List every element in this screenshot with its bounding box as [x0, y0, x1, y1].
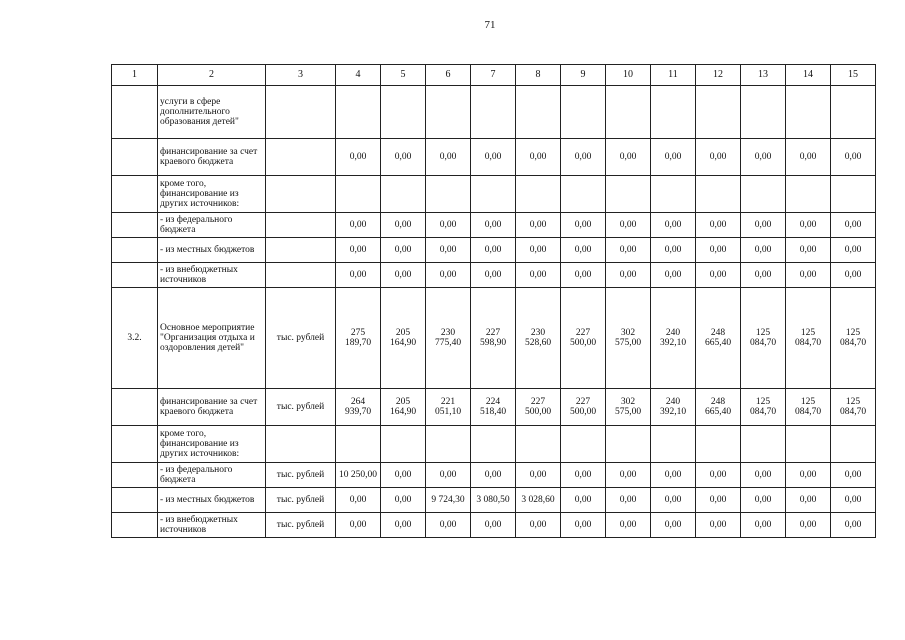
value-cell: 0,00 [696, 463, 741, 488]
value-cell: 205 164,90 [381, 389, 426, 426]
value-cell [741, 176, 786, 213]
value-cell: 0,00 [561, 463, 606, 488]
value-cell [471, 176, 516, 213]
value-cell: 0,00 [606, 139, 651, 176]
value-cell [831, 176, 876, 213]
row-code: 3.2. [112, 288, 158, 389]
value-cell: 227 500,00 [561, 288, 606, 389]
column-number-cell: 15 [831, 65, 876, 86]
value-cell: 0,00 [831, 463, 876, 488]
value-cell: 125 084,70 [786, 288, 831, 389]
row-code [112, 426, 158, 463]
value-cell: 0,00 [381, 463, 426, 488]
value-cell: 0,00 [426, 139, 471, 176]
table-row [112, 213, 876, 238]
value-cell: 0,00 [741, 513, 786, 538]
value-cell [381, 176, 426, 213]
value-cell [561, 86, 606, 139]
value-cell [471, 426, 516, 463]
value-cell: 275 189,70 [336, 288, 381, 389]
value-cell [786, 426, 831, 463]
value-cell: 0,00 [651, 488, 696, 513]
value-cell: 227 598,90 [471, 288, 516, 389]
value-cell: 0,00 [381, 488, 426, 513]
value-cell: 0,00 [786, 463, 831, 488]
value-cell: 0,00 [426, 263, 471, 288]
value-cell [516, 426, 561, 463]
column-number-cell: 2 [158, 65, 266, 86]
row-name: кроме того, финансирование из других источников: [158, 426, 266, 463]
row-unit [266, 139, 336, 176]
value-cell: 0,00 [741, 463, 786, 488]
row-name: кроме того, финансирование из других источников: [158, 176, 266, 213]
row-unit: тыс. рублей [266, 513, 336, 538]
value-cell: 0,00 [336, 139, 381, 176]
value-cell: 248 665,40 [696, 288, 741, 389]
value-cell: 0,00 [336, 263, 381, 288]
value-cell [606, 176, 651, 213]
value-cell: 0,00 [471, 263, 516, 288]
column-number-cell: 11 [651, 65, 696, 86]
value-cell: 224 518,40 [471, 389, 516, 426]
column-number-cell: 8 [516, 65, 561, 86]
value-cell [651, 176, 696, 213]
value-cell [651, 426, 696, 463]
value-cell: 0,00 [786, 213, 831, 238]
row-name: Основное мероприятие "Организация отдыха и оздоровления детей" [158, 288, 266, 389]
value-cell: 0,00 [741, 213, 786, 238]
value-cell [696, 426, 741, 463]
value-cell: 0,00 [786, 238, 831, 263]
table-row [112, 86, 876, 139]
value-cell: 0,00 [471, 238, 516, 263]
value-cell [426, 86, 471, 139]
row-unit [266, 213, 336, 238]
value-cell: 0,00 [516, 213, 561, 238]
budget-table [111, 64, 876, 538]
value-cell: 0,00 [606, 263, 651, 288]
column-number-cell: 13 [741, 65, 786, 86]
value-cell: 0,00 [471, 139, 516, 176]
value-cell: 9 724,30 [426, 488, 471, 513]
row-unit [266, 263, 336, 288]
column-number-cell: 9 [561, 65, 606, 86]
row-name: финансирование за счет краевого бюджета [158, 139, 266, 176]
value-cell: 125 084,70 [741, 389, 786, 426]
row-name: - из федерального бюджета [158, 213, 266, 238]
value-cell: 227 500,00 [561, 389, 606, 426]
table-row [112, 389, 876, 426]
value-cell: 0,00 [516, 513, 561, 538]
column-number-cell: 4 [336, 65, 381, 86]
value-cell: 0,00 [651, 213, 696, 238]
value-cell: 0,00 [606, 488, 651, 513]
value-cell: 0,00 [696, 213, 741, 238]
value-cell [426, 176, 471, 213]
value-cell: 125 084,70 [741, 288, 786, 389]
value-cell: 0,00 [561, 213, 606, 238]
value-cell: 302 575,00 [606, 288, 651, 389]
value-cell: 0,00 [561, 488, 606, 513]
row-unit [266, 238, 336, 263]
value-cell: 0,00 [336, 488, 381, 513]
value-cell: 0,00 [381, 238, 426, 263]
row-code [112, 213, 158, 238]
value-cell: 125 084,70 [831, 288, 876, 389]
column-number-row [112, 65, 876, 86]
value-cell [786, 86, 831, 139]
value-cell: 0,00 [516, 139, 561, 176]
value-cell: 0,00 [516, 463, 561, 488]
value-cell [606, 426, 651, 463]
table-row [112, 488, 876, 513]
value-cell [606, 86, 651, 139]
row-unit: тыс. рублей [266, 463, 336, 488]
value-cell: 0,00 [381, 213, 426, 238]
value-cell [696, 176, 741, 213]
value-cell: 0,00 [606, 213, 651, 238]
table-row [112, 288, 876, 389]
value-cell: 10 250,00 [336, 463, 381, 488]
value-cell: 0,00 [831, 238, 876, 263]
value-cell: 230 528,60 [516, 288, 561, 389]
value-cell: 0,00 [561, 139, 606, 176]
value-cell: 221 051,10 [426, 389, 471, 426]
value-cell [336, 86, 381, 139]
value-cell [516, 176, 561, 213]
value-cell: 0,00 [561, 263, 606, 288]
value-cell [426, 426, 471, 463]
value-cell: 264 939,70 [336, 389, 381, 426]
value-cell: 0,00 [651, 513, 696, 538]
value-cell: 0,00 [786, 513, 831, 538]
value-cell: 240 392,10 [651, 288, 696, 389]
table-row [112, 139, 876, 176]
row-unit [266, 176, 336, 213]
value-cell [741, 86, 786, 139]
table-row [112, 176, 876, 213]
value-cell: 0,00 [426, 213, 471, 238]
value-cell: 0,00 [606, 463, 651, 488]
row-unit [266, 86, 336, 139]
row-unit [266, 426, 336, 463]
value-cell: 0,00 [336, 238, 381, 263]
row-code [112, 263, 158, 288]
value-cell: 0,00 [381, 263, 426, 288]
value-cell: 0,00 [696, 488, 741, 513]
row-unit: тыс. рублей [266, 389, 336, 426]
value-cell: 0,00 [471, 513, 516, 538]
column-number-cell: 1 [112, 65, 158, 86]
value-cell [561, 426, 606, 463]
value-cell: 227 500,00 [516, 389, 561, 426]
column-number-cell: 5 [381, 65, 426, 86]
row-unit: тыс. рублей [266, 288, 336, 389]
value-cell: 0,00 [831, 213, 876, 238]
value-cell: 0,00 [741, 263, 786, 288]
value-cell: 230 775,40 [426, 288, 471, 389]
value-cell: 0,00 [696, 263, 741, 288]
value-cell: 0,00 [606, 238, 651, 263]
column-number-cell: 10 [606, 65, 651, 86]
value-cell: 0,00 [696, 238, 741, 263]
row-code [112, 463, 158, 488]
value-cell [741, 426, 786, 463]
table-row [112, 263, 876, 288]
row-name: - из местных бюджетов [158, 238, 266, 263]
row-code [112, 139, 158, 176]
value-cell: 0,00 [786, 139, 831, 176]
value-cell: 0,00 [471, 463, 516, 488]
value-cell [651, 86, 696, 139]
value-cell: 0,00 [831, 139, 876, 176]
value-cell: 240 392,10 [651, 389, 696, 426]
value-cell [786, 176, 831, 213]
value-cell: 0,00 [696, 139, 741, 176]
value-cell: 0,00 [426, 513, 471, 538]
column-number-cell: 14 [786, 65, 831, 86]
value-cell: 0,00 [381, 139, 426, 176]
row-code [112, 86, 158, 139]
value-cell: 0,00 [651, 238, 696, 263]
value-cell: 0,00 [516, 263, 561, 288]
value-cell: 248 665,40 [696, 389, 741, 426]
value-cell: 0,00 [741, 488, 786, 513]
value-cell [831, 86, 876, 139]
value-cell: 0,00 [831, 513, 876, 538]
row-code [112, 176, 158, 213]
value-cell [336, 426, 381, 463]
row-name: финансирование за счет краевого бюджета [158, 389, 266, 426]
value-cell: 0,00 [471, 213, 516, 238]
value-cell: 125 084,70 [786, 389, 831, 426]
row-code [112, 513, 158, 538]
table-row [112, 426, 876, 463]
value-cell: 0,00 [786, 263, 831, 288]
table-row [112, 463, 876, 488]
table-row [112, 238, 876, 263]
value-cell [696, 86, 741, 139]
row-code [112, 488, 158, 513]
column-number-cell: 6 [426, 65, 471, 86]
value-cell: 0,00 [426, 238, 471, 263]
page-number: 71 [484, 19, 496, 31]
value-cell: 0,00 [381, 513, 426, 538]
value-cell [561, 176, 606, 213]
value-cell [336, 176, 381, 213]
value-cell: 205 164,90 [381, 288, 426, 389]
row-name: услуги в сфере дополнительного образования детей" [158, 86, 266, 139]
value-cell: 0,00 [831, 488, 876, 513]
value-cell: 125 084,70 [831, 389, 876, 426]
value-cell: 0,00 [831, 263, 876, 288]
value-cell: 0,00 [561, 238, 606, 263]
value-cell: 0,00 [651, 263, 696, 288]
value-cell: 0,00 [516, 238, 561, 263]
column-number-cell: 12 [696, 65, 741, 86]
value-cell [381, 86, 426, 139]
column-number-cell: 3 [266, 65, 336, 86]
row-name: - из внебюджетных источников [158, 513, 266, 538]
row-name: - из внебюджетных источников [158, 263, 266, 288]
column-number-cell: 7 [471, 65, 516, 86]
value-cell: 0,00 [786, 488, 831, 513]
value-cell: 0,00 [426, 463, 471, 488]
value-cell: 0,00 [336, 513, 381, 538]
value-cell: 0,00 [336, 213, 381, 238]
row-code [112, 389, 158, 426]
value-cell [471, 86, 516, 139]
value-cell: 0,00 [651, 463, 696, 488]
row-code [112, 238, 158, 263]
table-row [112, 513, 876, 538]
value-cell: 3 028,60 [516, 488, 561, 513]
value-cell: 3 080,50 [471, 488, 516, 513]
value-cell: 0,00 [741, 139, 786, 176]
value-cell: 0,00 [561, 513, 606, 538]
value-cell: 0,00 [651, 139, 696, 176]
value-cell [831, 426, 876, 463]
value-cell [516, 86, 561, 139]
value-cell: 0,00 [741, 238, 786, 263]
value-cell [381, 426, 426, 463]
value-cell: 0,00 [606, 513, 651, 538]
row-name: - из местных бюджетов [158, 488, 266, 513]
row-unit: тыс. рублей [266, 488, 336, 513]
row-name: - из федерального бюджета [158, 463, 266, 488]
value-cell: 302 575,00 [606, 389, 651, 426]
value-cell: 0,00 [696, 513, 741, 538]
